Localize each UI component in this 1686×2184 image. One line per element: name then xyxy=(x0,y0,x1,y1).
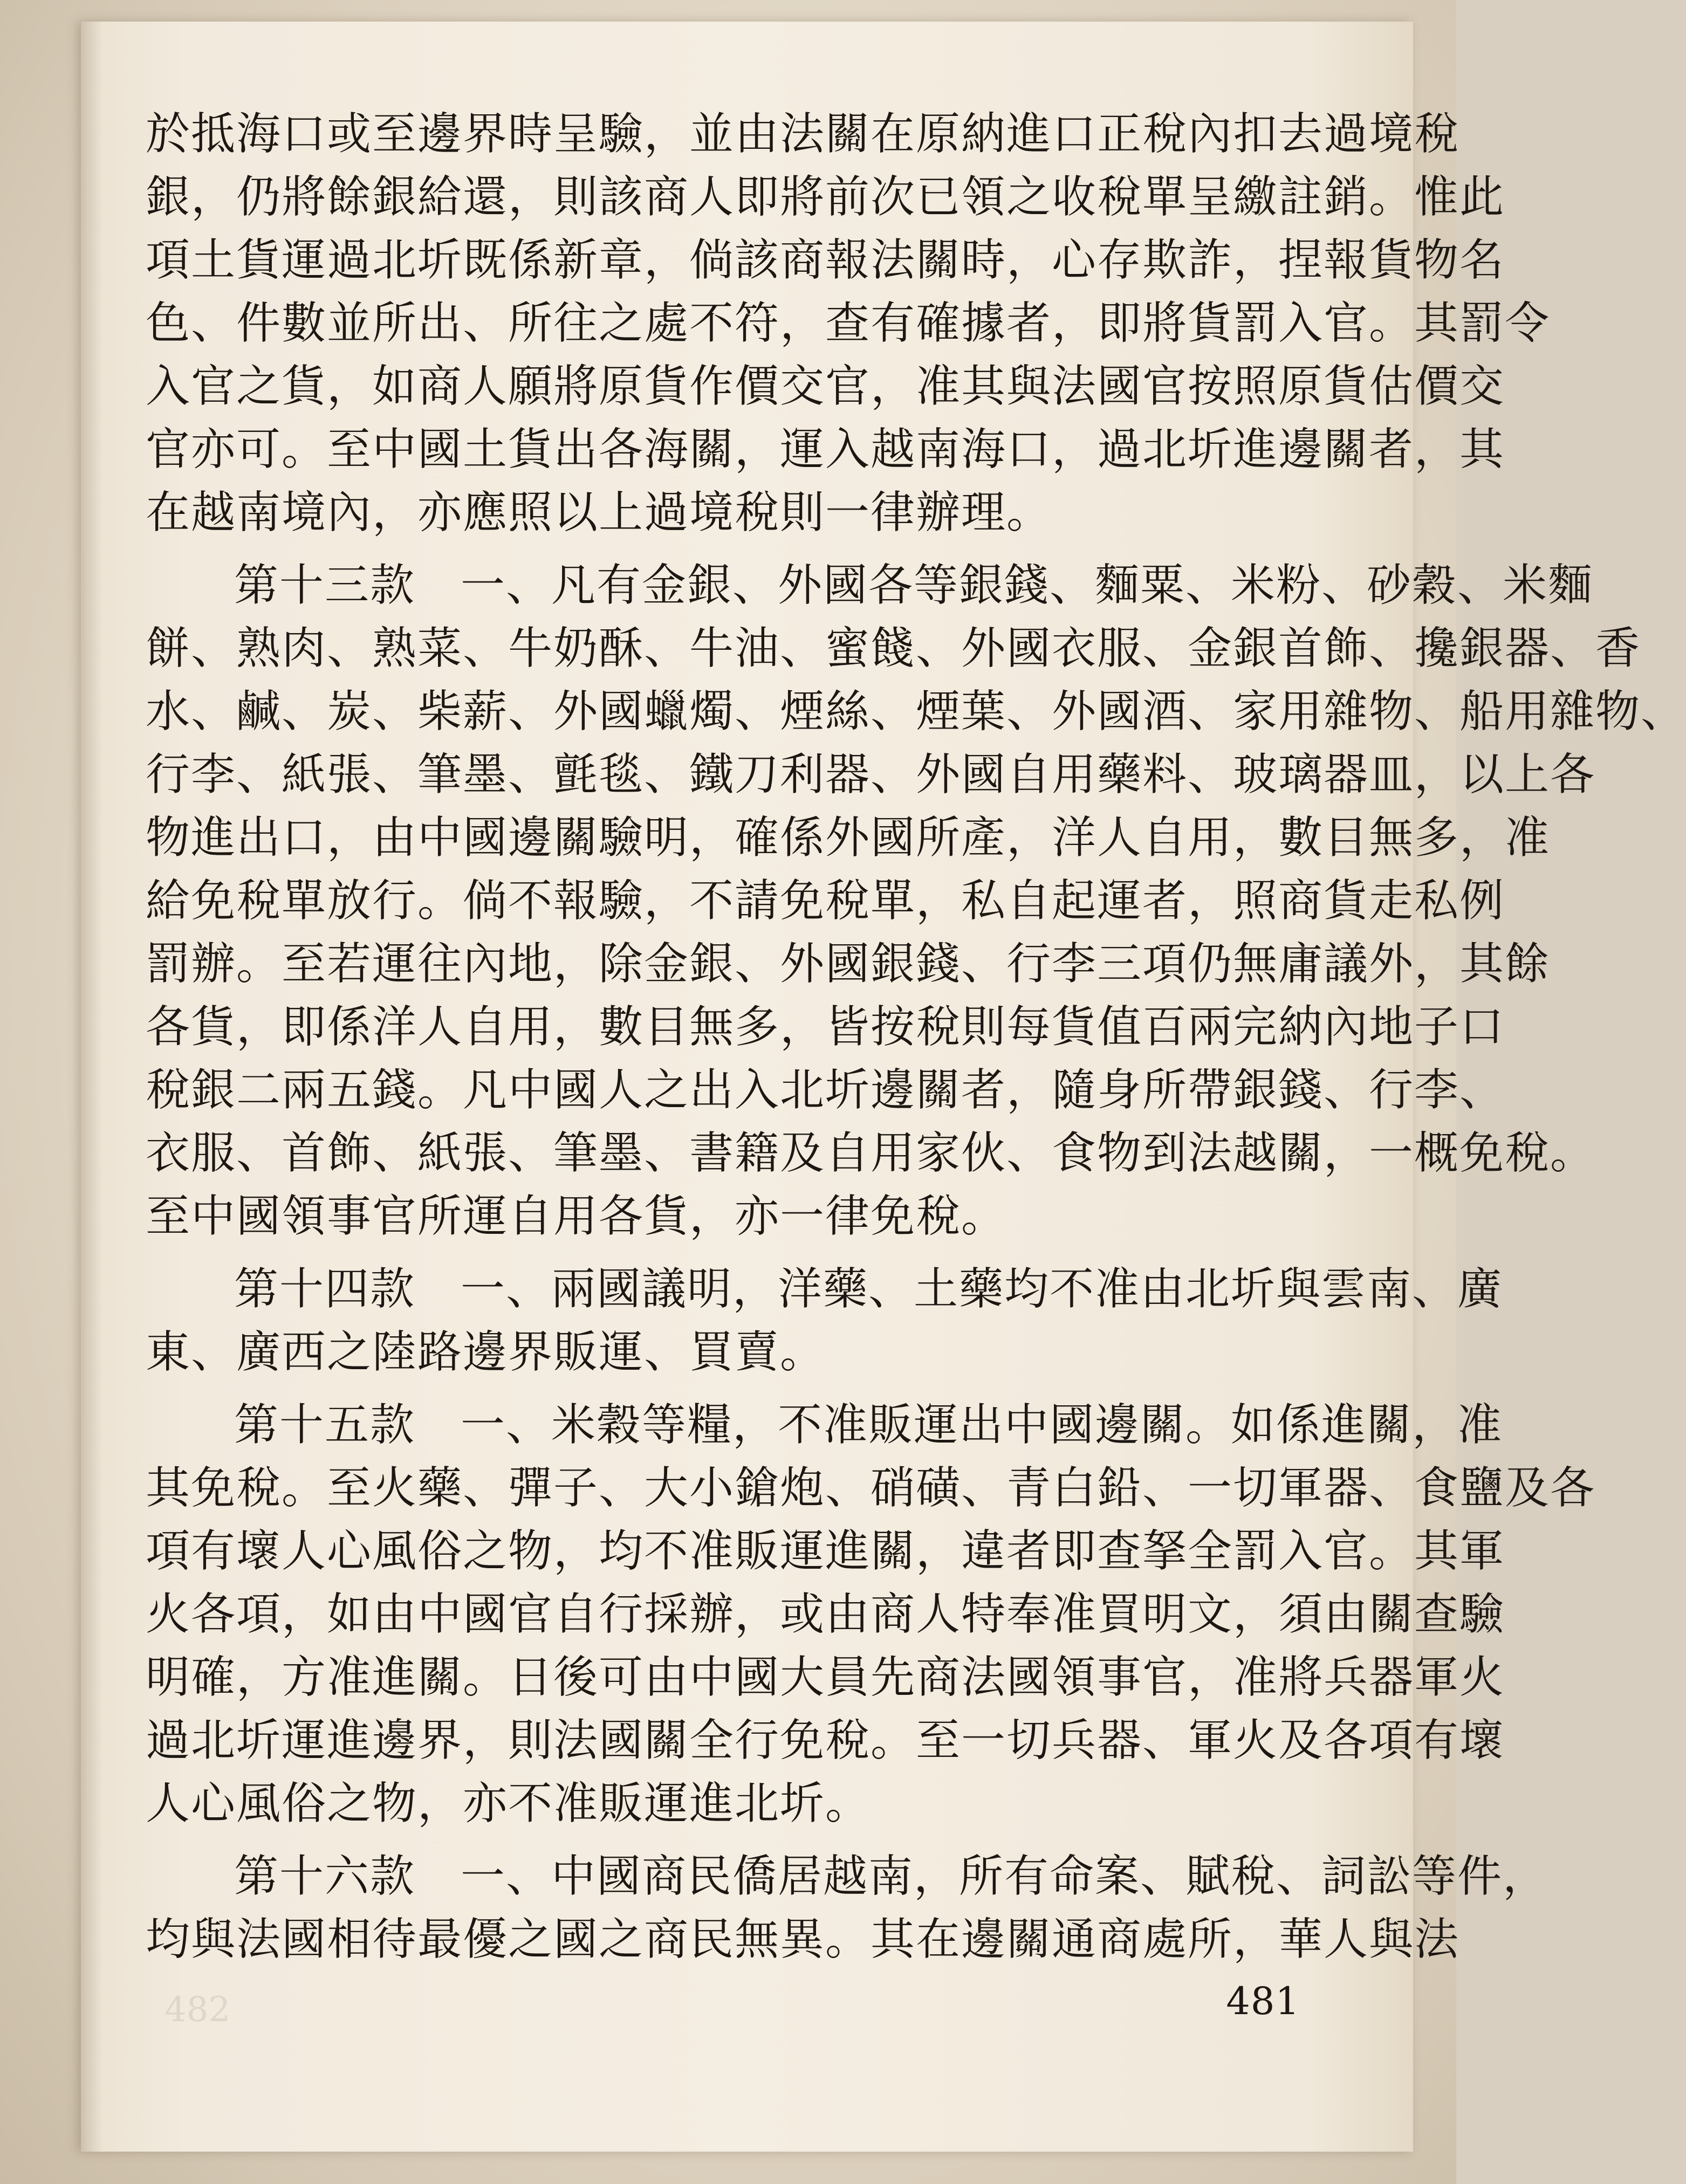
text-line: 項土貨運過北圻既係新章，倘該商報法關時，心存欺詐，捏報貨物名 xyxy=(146,235,1505,286)
article-14-heading-line: 第十四款 一、兩國議明，洋藥、土藥均不准由北圻與雲南、廣 xyxy=(234,1263,1503,1315)
text-line: 人心風俗之物，亦不准販運進北圻。 xyxy=(146,1778,871,1829)
text-line: 火各項，如由中國官自行採辦，或由商人特奉准買明文，須由關查驗 xyxy=(146,1589,1505,1640)
text-line: 東、廣西之陸路邊界販運、買賣。 xyxy=(146,1327,826,1378)
article-16-heading-line: 第十六款 一、中國商民僑居越南，所有命案、賦稅、詞訟等件， xyxy=(234,1851,1548,1902)
text-line: 稅銀二兩五錢。凡中國人之出入北圻邊關者，隨身所帶銀錢、行李、 xyxy=(146,1064,1505,1116)
text-line: 給免稅單放行。倘不報驗，不請免稅單，私自起運者，照商貨走私例 xyxy=(146,875,1505,926)
text-line: 銀，仍將餘銀給還，則該商人即將前次已領之收稅單呈繳註銷。惟此 xyxy=(146,171,1505,223)
text-line: 於抵海口或至邊界時呈驗，並由法關在原納進口正稅內扣去過境稅 xyxy=(146,108,1460,160)
page-spine-shadow xyxy=(81,22,102,2152)
text-line: 至中國領事官所運自用各貨，亦一律免稅。 xyxy=(146,1191,1007,1242)
text-line: 過北圻運進邊界，則法國關全行免稅。至一切兵器、軍火及各項有壞 xyxy=(146,1715,1505,1766)
text-line: 行李、紙張、筆墨、氈毯、鐵刀利器、外國自用藥料、玻璃器皿，以上各 xyxy=(146,749,1596,800)
text-line: 在越南境內，亦應照以上過境稅則一律辦理。 xyxy=(146,487,1052,538)
article-15-heading-line: 第十五款 一、米穀等糧，不准販運出中國邊關。如係進關，准 xyxy=(234,1399,1503,1451)
text-line: 明確，方准進關。日後可由中國大員先商法國領事官，准將兵器軍火 xyxy=(146,1652,1505,1703)
page-number: 481 xyxy=(1226,1979,1300,2023)
article-13-heading-line: 第十三款 一、凡有金銀、外國各等銀錢、麵粟、米粉、砂穀、米麵 xyxy=(234,560,1594,611)
text-line: 均與法國相待最優之國之商民無異。其在邊關通商處所，華人與法 xyxy=(146,1914,1460,1965)
text-line: 物進出口，由中國邊關驗明，確係外國所產，洋人自用，數目無多，准 xyxy=(146,812,1551,863)
text-line: 各貨，即係洋人自用，數目無多，皆按稅則每貨值百兩完納內地子口 xyxy=(146,1001,1505,1053)
text-line: 罰辦。至若運往內地，除金銀、外國銀錢、行李三項仍無庸議外，其餘 xyxy=(146,938,1551,990)
body-text xyxy=(146,102,1686,1971)
text-line: 入官之貨，如商人願將原貨作價交官，准其與法國官按照原貨估價交 xyxy=(146,361,1505,412)
text-line: 色、件數並所出、所往之處不符，查有確據者，即將貨罰入官。其罰令 xyxy=(146,298,1551,349)
bleed-through-page-number: 482 xyxy=(165,1990,231,2030)
text-line: 水、鹹、炭、柴薪、外國蠟燭、煙絲、煙葉、外國酒、家用雜物、船用雜物、 xyxy=(146,686,1686,737)
text-line: 餅、熟肉、熟菜、牛奶酥、牛油、蜜餞、外國衣服、金銀首飾、攙銀器、香 xyxy=(146,623,1641,674)
text-line: 衣服、首飾、紙張、筆墨、書籍及自用家伙、食物到法越關，一概免稅。 xyxy=(146,1128,1596,1179)
book-page xyxy=(81,22,1686,2152)
text-line: 項有壞人心風俗之物，均不准販運進關，違者即查拏全罰入官。其軍 xyxy=(146,1526,1505,1577)
text-line: 其免稅。至火藥、彈子、大小鎗炮、硝磺、青白鉛、一切軍器、食鹽及各 xyxy=(146,1462,1596,1514)
text-line: 官亦可。至中國土貨出各海關，運入越南海口，過北圻進邊關者，其 xyxy=(146,424,1505,475)
